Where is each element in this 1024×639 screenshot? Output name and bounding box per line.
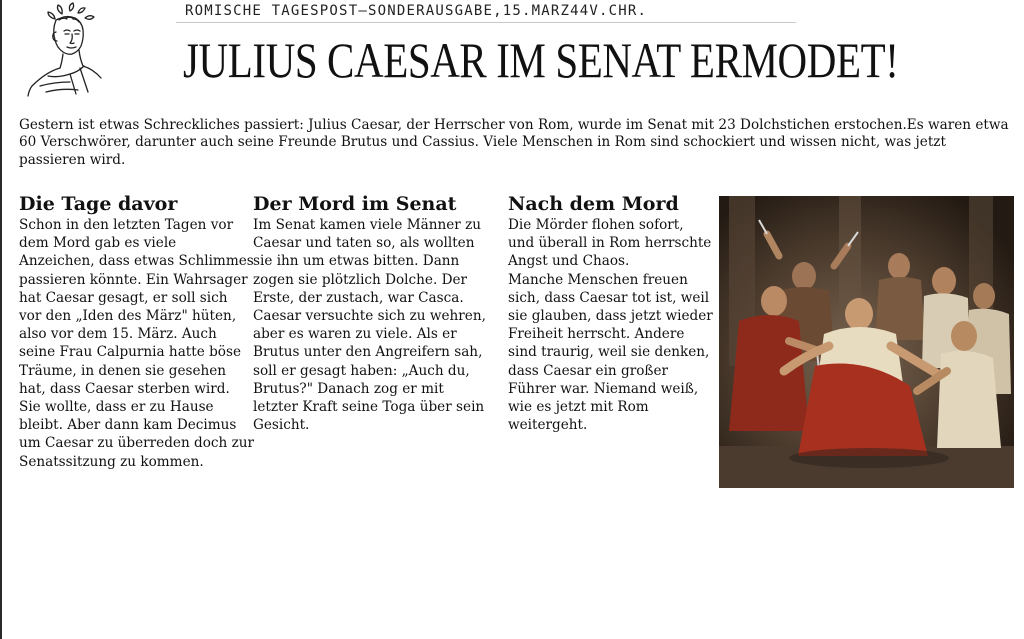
article-column-tage-davor	[19, 192, 254, 471]
column-body: Die Mörder flohen sofort, und überall in Rom herrschte Angst und Chaos. Manche Menschen freuen sich, dass Caesar tot ist, weil sie glauben, dass jetzt wieder Freiheit herrscht. Andere sind traurig, weil sie denken, dass Caesar ein großer Führer war. Niemand weiß, wie es jetzt mit Rom weitergeht.	[508, 217, 713, 434]
masthead-rule	[176, 22, 796, 23]
edition-kicker: ROMISCHE TAGESPOST–SONDERAUSGABE,15.MARZ44V.CHR.	[185, 3, 648, 19]
assassination-painting	[719, 196, 1014, 488]
article-column-nach-dem-mord	[508, 192, 713, 434]
lead-paragraph: Gestern ist etwas Schreckliches passiert: Julius Caesar, der Herrscher von Rom, wurde im Senat mit 23 Dolchstichen erstochen.Es waren etwa 60 Verschwörer, darunter auch seine Freunde Brutus und Cassius. Viele Menschen in Rom sind schockiert und wissen nicht, was jetzt passieren wird.	[19, 116, 1009, 168]
article-column-mord-im-senat	[253, 192, 488, 434]
caesar-portrait-logo	[26, 2, 104, 98]
headline: JULIUS CAESAR IM SENAT ERMODET!	[183, 32, 899, 88]
column-heading: Nach dem Mord	[508, 193, 679, 215]
column-body: Schon in den letzten Tagen vor dem Mord gab es viele Anzeichen, dass etwas Schlimmes passieren könnte. Ein Wahrsager hat Caesar gesagt, er soll sich vor den „Iden des März" hüten, also vor dem 15. März. Auch seine Frau Calpurnia hatte böse Träume, in denen sie gesehen hat, dass Caesar sterben wird. Sie wollte, dass er zu Hause bleibt. Aber dann kam Decimus um Caesar zu überreden doch zur Senatssitzung zu kommen.	[19, 217, 255, 470]
column-heading: Der Mord im Senat	[253, 193, 457, 215]
column-heading: Die Tage davor	[19, 193, 178, 215]
page-edge	[0, 0, 2, 639]
column-body: Im Senat kamen viele Männer zu Caesar und taten so, als wollten sie ihn um etwas bitten. Dann zogen sie plötzlich Dolche. Der Erste, der zustach, war Casca. Caesar versuchte sich zu wehren, aber es waren zu viele. Als er Brutus unter den Angreifern sah, soll er gesagt haben: „Auch du, Brutus?" Danach zog er mit letzter Kraft seine Toga über sein Gesicht.	[253, 217, 486, 434]
